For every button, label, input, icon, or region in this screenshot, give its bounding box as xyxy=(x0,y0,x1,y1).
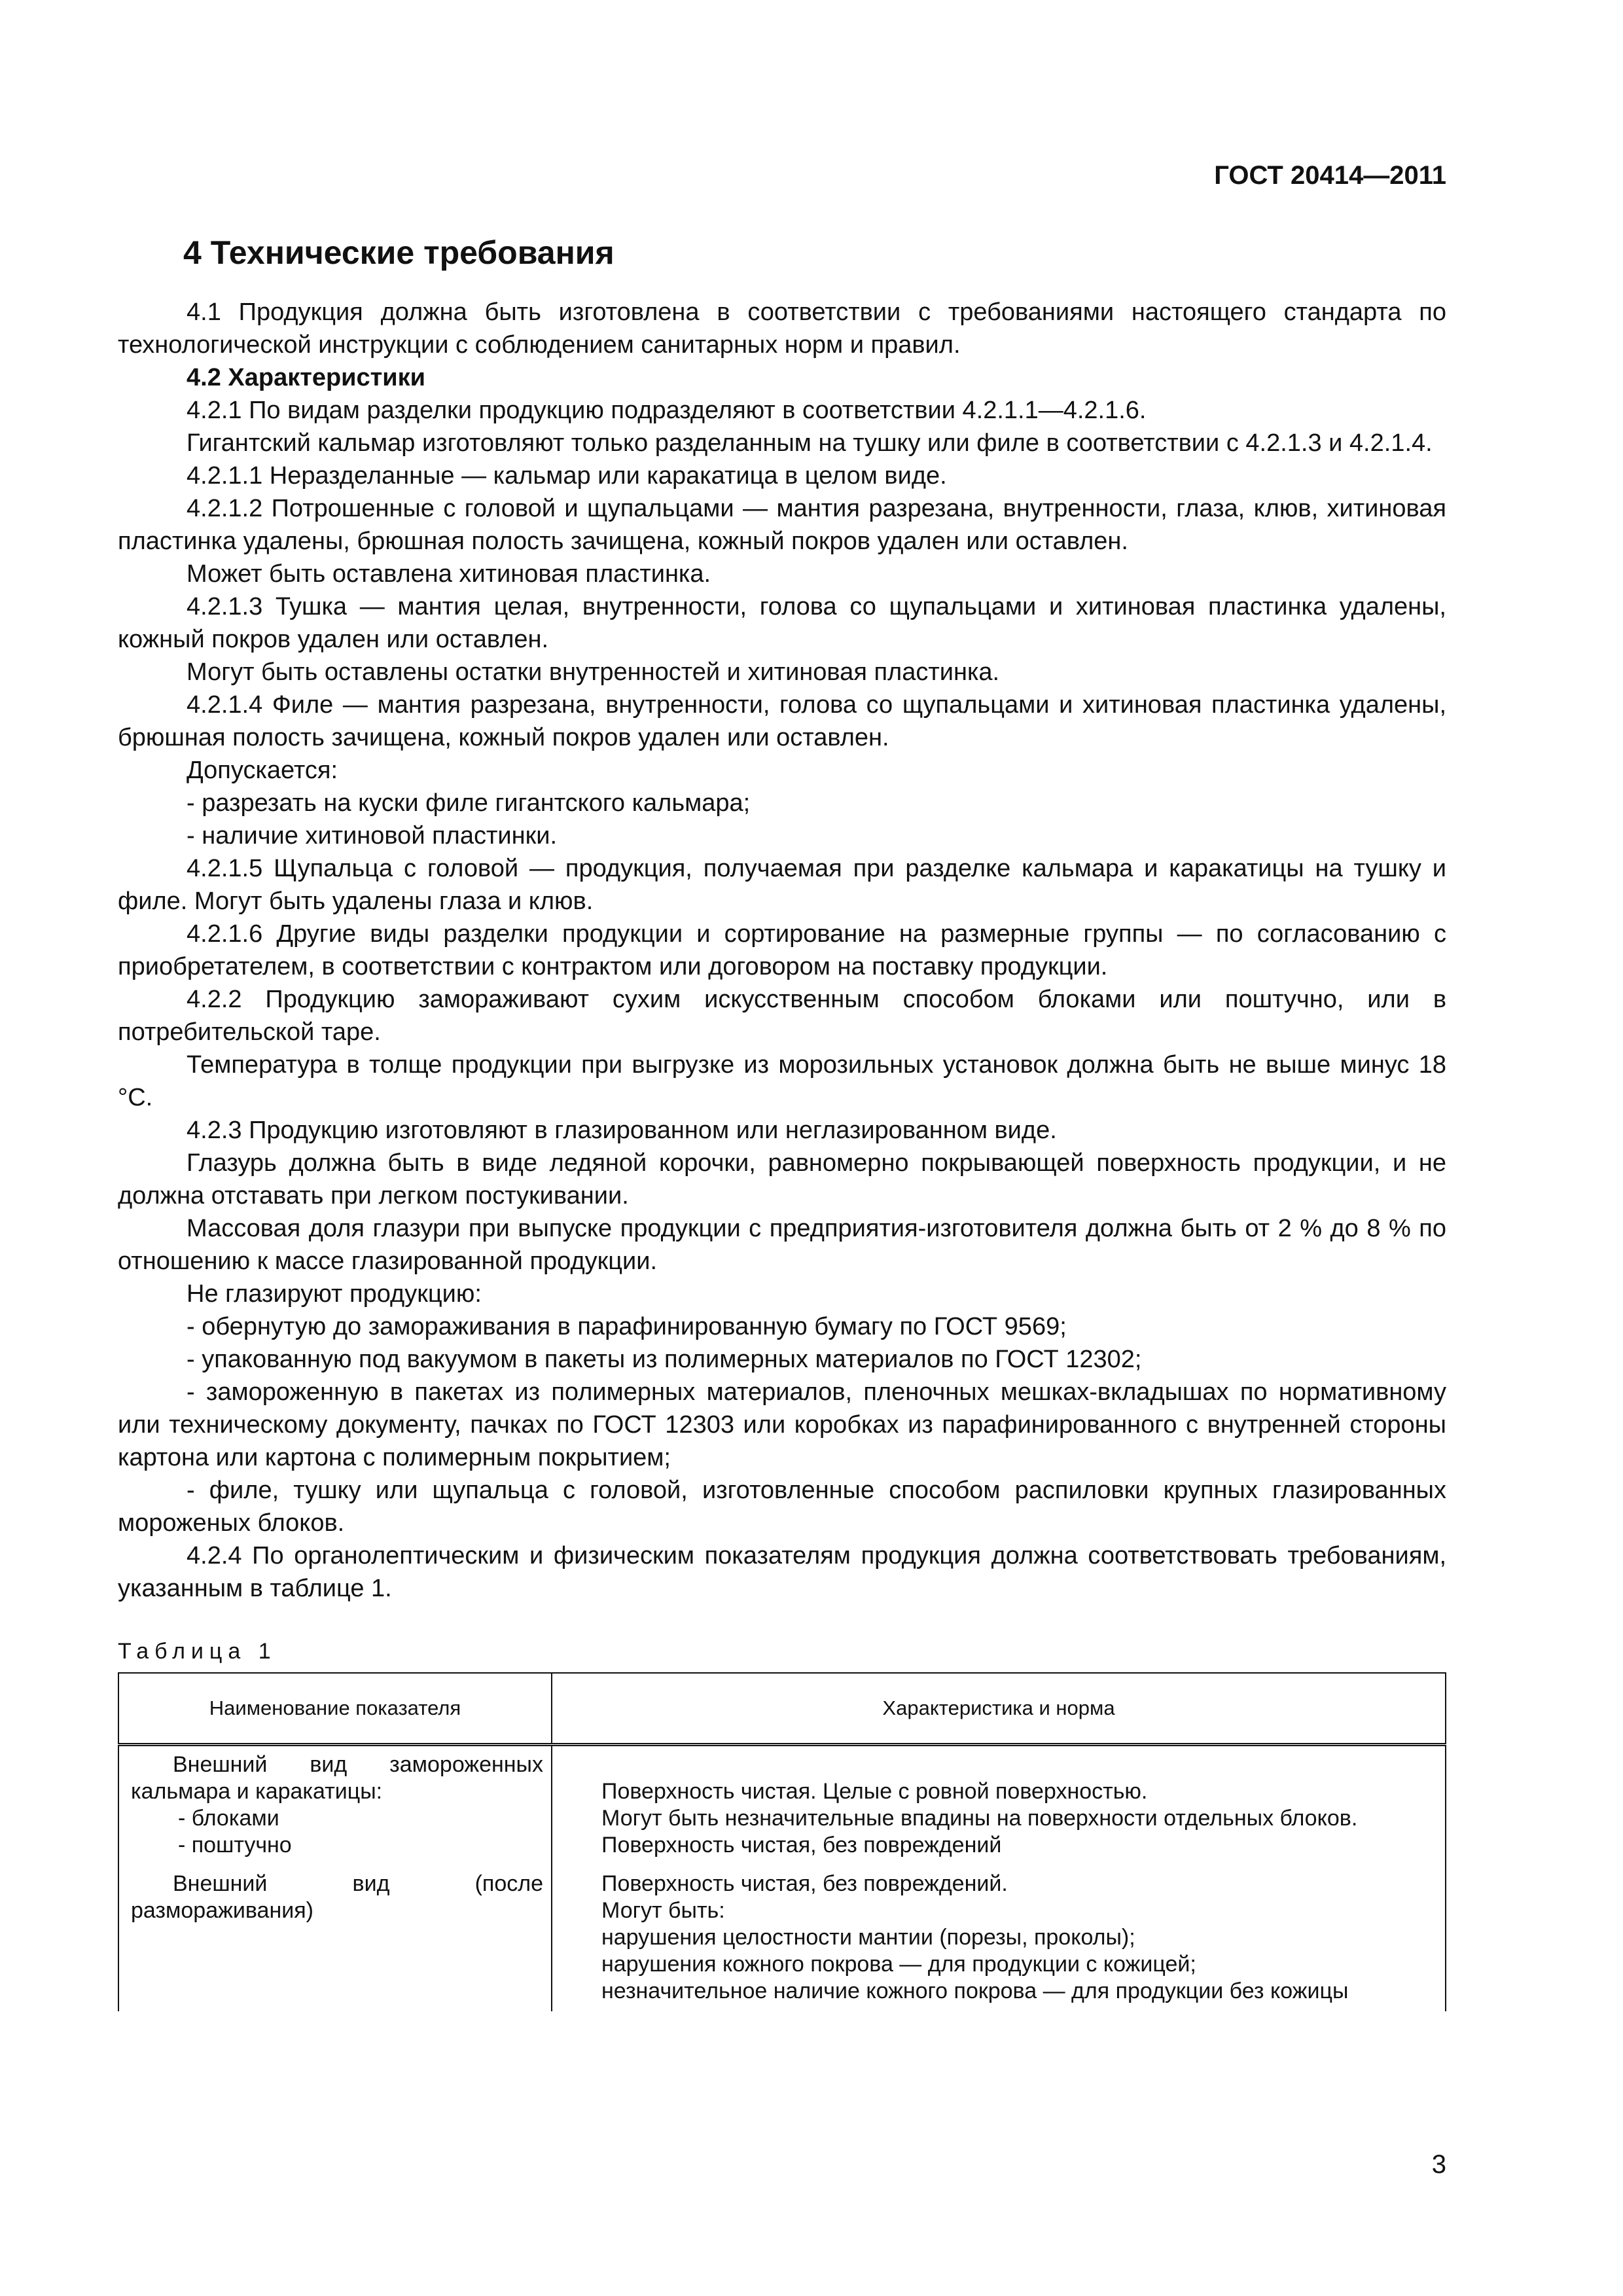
list-item: - наличие хитиновой пластинки. xyxy=(187,822,558,850)
list-item: - замороженную в пакетах из полимерных материалов, пленочных мешках-вкладышах по нормативному или техническому документу, пачках по ГОСТ 12303 или коробках из парафинированного с внутренней стороны картона или картона с полимерным покрытием; xyxy=(118,1378,1446,1471)
paragraph: Глазурь должна быть в виде ледяной корочки, равномерно покрывающей поверхность продукции, и не должна отставать при легком постукивании. xyxy=(118,1149,1446,1210)
table-cell xyxy=(118,1865,552,2011)
paragraph: 4.2.1 По видам разделки продукцию подразделяют в соответствии 4.2.1.1—4.2.1.6. xyxy=(187,397,1147,424)
paragraph: Допускается: xyxy=(187,757,338,784)
paragraph: 4.2.2 Продукцию замораживают сухим искусственным способом блоками или поштучно, или в потребительской таре. xyxy=(118,986,1446,1046)
cell-line: - блоками xyxy=(178,1806,279,1831)
column-header: Характеристика и норма xyxy=(552,1673,1446,1745)
paragraph: Не глазируют продукцию: xyxy=(187,1280,482,1308)
table-row xyxy=(118,1745,1446,1866)
table-row xyxy=(118,1865,1446,2011)
column-header: Наименование показателя xyxy=(118,1673,552,1745)
paragraph: Могут быть оставлены остатки внутренностей и хитиновая пластинка. xyxy=(187,658,1000,686)
cell-line: Поверхность чистая, без повреждений xyxy=(601,1833,1002,1857)
table-header-row xyxy=(118,1673,1446,1745)
cell-line: Внешний вид (после размораживания) xyxy=(131,1871,543,1923)
cell-line: Могут быть: xyxy=(601,1898,725,1923)
document-code: ГОСТ 20414—2011 xyxy=(1214,161,1446,190)
paragraph: 4.2.3 Продукцию изготовляют в глазированном или неглазированном виде. xyxy=(187,1117,1057,1144)
page-number: 3 xyxy=(1431,2150,1446,2179)
cell-line: - поштучно xyxy=(178,1833,292,1857)
cell-line: Поверхность чистая, без повреждений. xyxy=(601,1871,1008,1896)
paragraph: 4.1 Продукция должна быть изготовлена в соответствии с требованиями настоящего стандарта по технологической инструкции с соблюдением санитарных норм и правил. xyxy=(118,298,1446,359)
subsection-heading: 4.2 Характеристики xyxy=(187,364,426,391)
paragraph: Может быть оставлена хитиновая пластинка. xyxy=(187,560,711,588)
table-caption: Таблица 1 xyxy=(118,1639,277,1664)
section-title: 4 Технические требования xyxy=(183,234,615,271)
cell-line: Могут быть незначительные впадины на поверхности отдельных блоков. xyxy=(601,1806,1358,1831)
cell-line: Поверхность чистая. Целые с ровной поверхностью. xyxy=(601,1779,1148,1804)
page-content xyxy=(118,229,1446,2011)
cell-line: Внешний вид замороженных кальмара и каракатицы: xyxy=(131,1752,543,1804)
paragraph: 4.2.1.4 Филе — мантия разрезана, внутренности, голова со щупальцами и хитиновая пластинка удалены, брюшная полость зачищена, кожный покров удален или оставлен. xyxy=(118,691,1446,751)
table-cell xyxy=(118,1745,552,1866)
cell-line: нарушения кожного покрова — для продукции с кожицей; xyxy=(601,1952,1196,1977)
paragraph: Гигантский кальмар изготовляют только разделанным на тушку или филе в соответствии с 4.2.1.3 и 4.2.1.4. xyxy=(187,429,1433,457)
characteristics-table xyxy=(118,1672,1446,2011)
paragraph: 4.2.1.1 Неразделанные — кальмар или каракатица в целом виде. xyxy=(187,462,947,490)
paragraph: 4.2.1.2 Потрошенные с головой и щупальцами — мантия разрезана, внутренности, глаза, клюв, хитиновая пластинка удалены, брюшная полость зачищена, кожный покров удален или оставлен. xyxy=(118,495,1446,555)
list-item: - упакованную под вакуумом в пакеты из полимерных материалов по ГОСТ 12302; xyxy=(187,1346,1142,1373)
paragraph: Температура в толще продукции при выгрузке из морозильных установок должна быть не выше минус 18 °С. xyxy=(118,1051,1446,1111)
paragraph: 4.2.1.3 Тушка — мантия целая, внутренности, голова со щупальцами и хитиновая пластинка удалены, кожный покров удален или оставлен. xyxy=(118,593,1446,653)
list-item: - обернутую до замораживания в парафинированную бумагу по ГОСТ 9569; xyxy=(187,1313,1067,1340)
paragraph: 4.2.4 По органолептическим и физическим показателям продукция должна соответствовать требованиям, указанным в таблице 1. xyxy=(118,1542,1446,1602)
list-item: - разрезать на куски филе гигантского кальмара; xyxy=(187,789,751,817)
cell-line: незначительное наличие кожного покрова — для продукции без кожицы xyxy=(601,1979,1349,2003)
paragraph: Массовая доля глазури при выпуске продукции с предприятия-изготовителя должна быть от 2 % до 8 % по отношению к массе глазированной продукции. xyxy=(118,1215,1446,1275)
paragraph: 4.2.1.5 Щупальца с головой — продукция, получаемая при разделке кальмара и каракатицы на тушку и филе. Могут быть удалены глаза и клюв. xyxy=(118,855,1446,915)
cell-line: нарушения целостности мантии (порезы, проколы); xyxy=(601,1925,1135,1950)
paragraph: 4.2.1.6 Другие виды разделки продукции и сортирование на размерные группы — по согласованию с приобретателем, в соответствии с контрактом или договором на поставку продукции. xyxy=(118,920,1446,980)
body-text xyxy=(118,296,1446,1605)
list-item: - филе, тушку или щупальца с головой, изготовленные способом распиловки крупных глазированных мороженых блоков. xyxy=(118,1477,1446,1537)
table-cell xyxy=(552,1865,1446,2011)
table-cell xyxy=(552,1745,1446,1866)
